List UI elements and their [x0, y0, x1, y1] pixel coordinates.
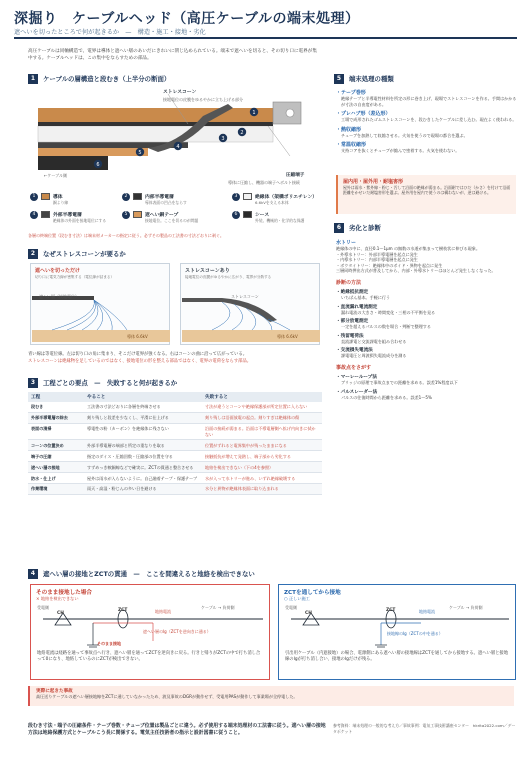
header-rule — [14, 37, 517, 39]
panel-layer-label: 遮へい層（接地電位） — [39, 294, 79, 299]
grounding-correct-panel — [278, 584, 516, 680]
zct-label: ZCT — [118, 608, 128, 613]
water-tree-desc: 絶縁体の中に、直径0.1〜1μm の無数の水道が集まって樹枝状に伸びる現象。 — [336, 246, 480, 251]
panel-title: そのまま接地した場合 — [36, 590, 92, 596]
legend-name: 内部半導電層 — [145, 195, 174, 200]
table-cell: 表面の清掃 — [28, 423, 84, 439]
fault-label: 地絡電流 — [419, 609, 435, 614]
legend-name: 導体 — [53, 195, 63, 200]
legend-name: 絶縁体（架橋ポリエチレン） — [255, 195, 318, 200]
shield-layer — [38, 148, 148, 156]
table-cell: 寸法が違うとコーンや絶縁保護部が所定位置に入らない — [202, 402, 322, 412]
type-desc: 支持コアを抜くとチューブが縮んで密着する。火気を使わない。 — [341, 148, 460, 154]
section-6-header — [334, 222, 518, 233]
intro-text: 高圧ケーブルは同軸構造で、電界は導体と遮へい層のあいだにきれいに閉じ込められている。端末で遮へいを切ると、その切り口に電界が集中する。ケーブルヘッドは、この集中をならすための部品。 — [28, 49, 317, 61]
marker-3: 3 — [221, 136, 225, 142]
diag-heading: ・交流損失電流法 — [336, 348, 373, 354]
page-title: 深掘り ケーブルヘッド（高圧ケーブルの端末処理） — [14, 11, 360, 27]
table-cell: 位置がずれると電界集中が残ったままになる — [202, 440, 322, 451]
ch-label: CH — [305, 611, 312, 616]
marker-6: 6 — [96, 162, 100, 168]
legend-name: 遮へい銅テープ — [145, 213, 179, 218]
panel-potential: 導体 6.6kV — [127, 334, 148, 339]
section-2-header — [28, 248, 322, 259]
note-title: 屋内用・屋外用・耐塩害形 — [343, 179, 404, 185]
legend-swatch — [41, 193, 50, 200]
outdoor-note-box — [336, 175, 516, 214]
table-cell: 沿面の接続が弱まる。沿面は不導電層側へ拡げ内向きに拭かない — [202, 423, 322, 439]
table-cell: コーンの位置決め — [28, 440, 84, 451]
section-title: なぜストレスコーンが要るか — [43, 250, 126, 258]
water-tree-title: 水トリー — [336, 240, 357, 246]
table-row — [28, 423, 322, 439]
locate-heading: ・パルスレーダー法 — [336, 389, 378, 395]
diag-desc: 漏れ電流の大きさ・時間変化・三相の不平衡を見る — [341, 309, 436, 315]
section-title: 端末処理の種類 — [349, 75, 394, 83]
legend-desc: 接地電位。ここを切るのが問題 — [145, 218, 199, 223]
type-heading: ・熱収縮形 — [336, 126, 362, 133]
table-cell: 遮へい層の接地 — [28, 462, 84, 473]
table-cell: 刻り残しは沿面放電の起点。刻りすぎは絶縁体の傷 — [202, 412, 322, 423]
table-cell: 地絡を検出できない（下の4を参照） — [202, 462, 322, 473]
legend-badge: 3 — [232, 193, 240, 201]
fault-label: 地絡電流 — [155, 609, 171, 614]
legend-item-shield — [122, 211, 232, 224]
legend-item-conductor — [30, 193, 122, 206]
table-row — [28, 412, 322, 423]
table-row — [28, 402, 322, 412]
diag-heading: ・直流漏れ電流測定 — [336, 304, 378, 310]
section-1-header — [28, 73, 322, 84]
type-heading: ・テープ巻形 — [336, 90, 366, 96]
marker-5: 5 — [138, 150, 142, 156]
footer-source: 参考資料：端末処理の一般的な考え方／事故事例：電気工事技術講座センター hkrita2022.com／データポケット — [333, 723, 516, 734]
diag-desc: 直流課電と交流課電を組み合わせる — [341, 338, 407, 344]
load-label: ケーブル → 負荷側 — [449, 605, 483, 610]
panel-explanation: 引出用ケーブル（内遮接地）の場合、電源側にある遮へい層の接地線はZCTを通してから接地する。遮へい層と接地線のIgが打ち消し合い、接地のIgだけが残る。 — [285, 651, 509, 663]
table-header: 失敗すると — [202, 392, 322, 402]
table-cell: 導電性の粉（カーボン）を絶縁体に残さない — [84, 423, 202, 439]
diag-heading: ・残留電荷法 — [336, 333, 364, 339]
panel-subtitle: ○ 正しい施工 — [284, 596, 310, 601]
section-number: 3 — [28, 378, 38, 388]
table-row — [28, 451, 322, 462]
table-cell: 接触抵抗が増えて発熱し、端子部から劣化する — [202, 451, 322, 462]
alert-desc: 高圧送りケーブルの遮へい層接地線をZCTに通していなかったため、波及事故のDGRが動作せず、受電用PASが動作して事業場が全停電した。 — [36, 694, 298, 699]
section-number: 5 — [334, 74, 344, 84]
diag-desc: 一定を超えるパルスの数を場合・判断で整理する — [341, 324, 431, 330]
legend-badge: 6 — [232, 211, 240, 219]
section-number: 1 — [28, 74, 38, 84]
type-desc: 絶縁テープと半導電性材料を所定の形に巻き上げ、現場でストレスコーンを作る。手間はかかるが寸法の自由度がある。 — [341, 96, 517, 107]
source-label: 受電側 — [285, 605, 297, 610]
locate-heading: ・マーレーループ法 — [336, 374, 377, 380]
table-cell: 指定のダイス・圧縮回数・圧縮部の位置を守る — [84, 451, 202, 462]
table-cell: 雨天・高湿・粉じんの多い日を避ける — [84, 484, 202, 495]
locate-desc: パルスの往復時間から距離を求める。誤差1〜5% — [341, 394, 432, 400]
type-heading: ・プレハブ形（差込形） — [336, 111, 391, 118]
table-cell: 屋外は雨水が入らないように。自己融着テープ・保護テープ — [84, 473, 202, 484]
stress-cone-desc: 接地電位の皮膜をゆるやかに立ち上げる部分 — [163, 97, 243, 102]
fault-locate-title: 事故点をさがす — [336, 364, 372, 371]
inner-semicon-layer — [38, 122, 273, 126]
diag-heading: ・絶縁抵抗測定 — [336, 289, 369, 295]
ground-label: そのまま接地 — [97, 641, 121, 646]
source-label: 受電側 — [37, 605, 49, 610]
diag-desc: いちばん基本。手軽に行う — [341, 294, 391, 300]
legend-name: シース — [255, 213, 270, 218]
legend-item-outer-semicon — [30, 211, 122, 224]
tree-item: ・ボウタイトリー：絶縁体中のボイド・異物を起点に発生 — [336, 262, 443, 268]
diag-desc: 課電電圧と周波損失電流成分を測る — [341, 353, 407, 359]
grounding-wrong-panel — [30, 584, 270, 680]
type-desc: チューブを加熱して収縮させる。火気を使うので現場の都合を選ぶ。 — [341, 132, 468, 138]
legend-desc: 導体表面の凹凸をならす — [145, 200, 187, 205]
legend-badge: 1 — [30, 193, 38, 201]
cable-side-label: ←ケーブル側 — [44, 173, 67, 178]
tree-item: ・外導水トリー：外部半導電層を起点に発生 — [336, 251, 418, 257]
termination-types-list — [336, 86, 518, 154]
legend-swatch — [133, 193, 142, 200]
table-row — [28, 473, 322, 484]
note-desc: 屋外は雨水・紫外線・粉じ・汚して沿面の絶縁が弱まる。沿面耐ではひだ（かさ）を付けて沿面距離をかせいだ耐塩害形を選ぶ。屋外用を屋内で使うのは構わないが、逆は避ける。 — [343, 185, 511, 196]
type-desc: 工場で成形されたゴムストレスコーンを、段むきしたケーブルに差し込む。現在よく使われる。 — [341, 117, 517, 123]
table-cell: 作業環境 — [28, 484, 84, 495]
panel-title: ストレスコーンあり — [185, 268, 230, 274]
diag-heading: ・部分放電測定 — [336, 319, 369, 325]
shield-current-label: 接地線のIg（ZCTの中を通る） — [387, 631, 443, 636]
page-header — [0, 0, 531, 40]
table-row — [28, 440, 322, 451]
panel-subtitle: × 地絡を検出できない — [36, 596, 79, 601]
legend-item-insulation — [232, 193, 324, 206]
table-cell: 水分と異物が絶縁体表面に取り込まれる — [202, 484, 322, 495]
legend-desc: 銅より線 — [53, 200, 69, 205]
panel-no-cone — [30, 263, 170, 345]
legend-swatch — [133, 211, 142, 218]
legend-desc: 絶縁体の外面を接地電位にする — [53, 218, 107, 223]
lug-label: 圧縮端子 — [286, 173, 305, 178]
section-5-header — [334, 73, 518, 84]
marker-2: 2 — [240, 130, 244, 136]
panel-title: 遮へいを切っただけ — [35, 268, 81, 274]
table-row — [28, 462, 322, 473]
panel-with-cone — [180, 263, 320, 345]
section-title: 遮へい層の接地とZCTの貫通 — ここを間違えると地絡を検出できない — [43, 570, 255, 578]
lug-desc: 導体に圧縮し、機器の端子へボルト接続 — [228, 180, 300, 185]
insulation-layer — [38, 126, 273, 142]
table-cell: 防水・仕上げ — [28, 473, 84, 484]
section-3-header — [28, 377, 322, 388]
type-heading: ・常温収縮形 — [336, 142, 367, 149]
panel-title: ZCTを通してから接地 — [284, 590, 341, 596]
section-4-header — [28, 568, 516, 579]
tree-note: 三層同時押出方式が普及してから、内部・外導水トリーはほとんど発生しなくなった。 — [336, 268, 496, 274]
s2-note-2: ストレスコーンは絶縁物を足しているのではなく、接地電位の形を整える部品ではなく、電界の電荷をならす部品。 — [28, 359, 252, 364]
section-title: 劣化と診断 — [349, 224, 381, 232]
alert-title: 実際に起きた事故 — [36, 689, 73, 694]
page-subtitle: 遮へいを切ったところで何が起きるか — 構造・施工・接地・劣化 — [14, 29, 206, 36]
legend-badge: 5 — [122, 211, 130, 219]
tree-item: ・内導水トリー：内部半導電層を起点に発生 — [336, 257, 418, 263]
legend-desc: 6.6kVを支える本体 — [255, 200, 289, 205]
section-number: 2 — [28, 249, 38, 259]
legend-swatch — [41, 211, 50, 218]
table-cell: 端子の圧縮 — [28, 451, 84, 462]
footer-note: 段むき寸法・端子の圧縮条件・テープ巻数・チューブ位置は製品ごとに違う。必ず使用する端末処理材の工法書に従う。遮へい層の接地方法は地絡保護方式とケーブルこう長に関係する。電気主任技術者の指示と設計図書に従うこと。 — [28, 723, 326, 736]
table-cell: 水が入って水トリーが進み、いずれ絶縁破壊する — [202, 473, 322, 484]
load-label: ケーブル → 負荷側 — [201, 605, 235, 610]
section-title: 工程ごとの要点 — 失敗すると何が起きるか — [43, 379, 178, 387]
locate-desc: ブリッジの原理で事故点までの距離を求める。誤差1%程度以下 — [341, 379, 458, 385]
degradation-section — [336, 236, 518, 400]
panel-caption: 接地電位の皮膜がゆるやかに広がり、電界が分散する — [185, 275, 272, 279]
section-number: 4 — [28, 569, 38, 579]
legend-badge: 2 — [122, 193, 130, 201]
section-number: 6 — [334, 223, 344, 233]
legend-swatch — [243, 193, 252, 200]
incident-alert — [28, 686, 514, 706]
table-cell: すずめっき軟銅線などで確実に。ZCTの貫通と整合させる — [84, 462, 202, 473]
panel-caption: 切り口に電気力線が密集する（電位線が詰まる） — [35, 275, 115, 279]
table-header-row — [28, 392, 322, 402]
legend-badge: 4 — [30, 211, 38, 219]
shield-current-label: 遮へい層のIg（ZCTを逆向きに通る） — [143, 629, 211, 634]
panel-explanation: 地絡電流は経路を通って事故点へ行き、遮へい層を通ってZCTを逆向きに戻る。行きと帰りがZCTの中で打ち消し合って0になり、地絡しているのにZCTが検出できない。 — [37, 651, 261, 663]
legend-swatch — [243, 211, 252, 218]
stress-cone-label: ストレスコーン — [163, 90, 197, 95]
marker-4: 4 — [176, 144, 180, 150]
diagnosis-title: 診断の方法 — [336, 279, 362, 286]
legend-desc: 外装。機械的・化学的な保護 — [255, 218, 305, 223]
table-row — [28, 484, 322, 495]
legend-item-sheath — [232, 211, 324, 224]
legend-name: 外部半導電層 — [53, 213, 82, 218]
panel-cone-label: ストレスコーン — [231, 294, 259, 299]
s2-note-1: 青い線は等電位線。左は切り口の角に集まり、そこだけ電界が強くなる。右はコーンの曲に沿って広がっている。 — [28, 352, 248, 357]
lug-bolt-hole — [286, 109, 294, 117]
table-cell: 段むき — [28, 402, 84, 412]
table-cell: 工法書の寸法どおりに各層を終端させる — [84, 402, 202, 412]
section-title: ケーブルの層構造と段むき（上半分の断面） — [43, 75, 171, 83]
panel-potential: 導体 6.6kV — [277, 334, 298, 339]
marker-1: 1 — [252, 110, 256, 116]
table-cell: 外部半導電層の端部と所定の重なりを取る — [84, 440, 202, 451]
layer-note: 各層の終端位置（段むき寸法）は端末材メーカーの指定に従う。必ずその製品の工法書の寸法どおりに剥ぐ。 — [28, 233, 224, 238]
table-header: 工程 — [28, 392, 84, 402]
ch-label: CH — [57, 611, 64, 616]
table-cell: 外部半導電層の除去 — [28, 412, 84, 423]
legend-item-inner-semicon — [122, 193, 232, 206]
table-header: やること — [84, 392, 202, 402]
zct-label: ZCT — [386, 608, 396, 613]
table-cell: 刻り残しと段差を少なくし、平滑に仕上げる — [84, 412, 202, 423]
process-table — [28, 392, 322, 495]
